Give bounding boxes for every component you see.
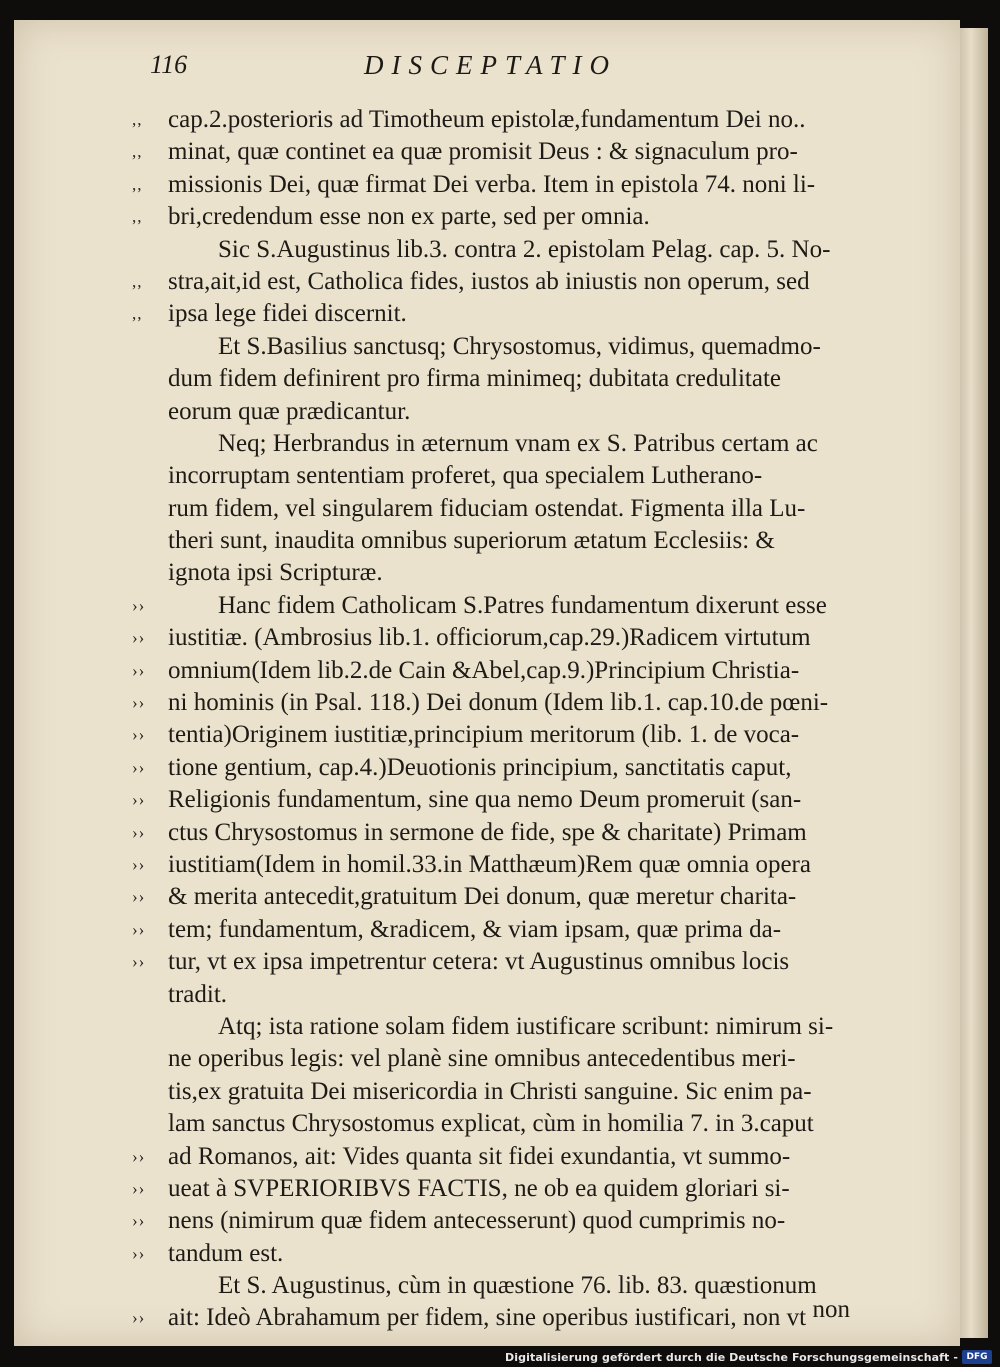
page-number: 116 — [150, 50, 188, 79]
text-line — [132, 493, 912, 525]
line-text: Sic S.Augustinus lib.3. contra 2. epistolam Pelag. cap. 5. No- — [218, 235, 831, 263]
line-text: lam sanctus Chrysostomus explicat, cùm in homilia 7. in 3.caput — [168, 1110, 814, 1138]
text-line — [132, 1011, 912, 1043]
text-line — [132, 817, 912, 849]
line-text: Hanc fidem Catholicam S.Patres fundamentum dixerunt esse — [218, 591, 827, 619]
line-text: ueat à SVPERIORIBVS FACTIS, ne ob ea quidem gloriari si- — [168, 1174, 790, 1202]
quotation-mark: ,, — [132, 271, 143, 291]
text-line — [132, 1238, 912, 1270]
line-text: Et S.Basilius sanctusq; Chrysostomus, vidimus, quemadmo- — [218, 332, 821, 360]
body-text — [132, 104, 912, 1335]
text-line — [132, 1043, 912, 1075]
quotation-mark: ›› — [132, 693, 146, 713]
line-text: tradit. — [168, 980, 228, 1008]
line-text: missionis Dei, quæ firmat Dei verba. Item in epistola 74. noni li- — [168, 170, 816, 198]
text-line — [132, 460, 912, 492]
text-line — [132, 331, 912, 363]
line-text: omnium(Idem lib.2.de Cain &Abel,cap.9.)Principium Christia- — [168, 656, 800, 684]
quotation-mark: ›› — [132, 790, 146, 810]
text-line — [132, 590, 912, 622]
line-text: theri sunt, inaudita omnibus superiorum ætatum Ecclesiis: & — [168, 527, 775, 555]
digitization-credit: Digitalisierung gefördert durch die Deutsche Forschungsgemeinschaft - — [505, 1351, 958, 1364]
quotation-mark: ›› — [132, 725, 146, 745]
quotation-mark: ›› — [132, 822, 146, 842]
catchword: non — [812, 1296, 850, 1323]
line-text: tis,ex gratuita Dei misericordia in Christi sanguine. Sic enim pa- — [168, 1077, 812, 1105]
line-text: tur, vt ex ipsa impetrentur cetera: vt Augustinus omnibus locis — [168, 948, 790, 976]
text-line — [132, 784, 912, 816]
line-text: tandum est. — [168, 1239, 284, 1267]
line-text: incorruptam sententiam proferet, qua specialem Lutherano- — [168, 462, 763, 490]
quotation-mark: ›› — [132, 1146, 146, 1166]
line-text: eorum quæ prædicantur. — [168, 397, 411, 425]
line-text: minat, quæ continet ea quæ promisit Deus : & signaculum pro- — [168, 138, 798, 166]
line-text: stra,ait,id est, Catholica fides, iustos ab iniustis non operum, sed — [168, 267, 810, 295]
text-line — [132, 557, 912, 589]
text-line — [132, 234, 912, 266]
text-line — [132, 1076, 912, 1108]
text-line — [132, 622, 912, 654]
page-header — [150, 50, 910, 90]
text-line — [132, 752, 912, 784]
line-text: iustitiam(Idem in homil.33.in Matthæum)Rem quæ omnia opera — [168, 850, 811, 878]
page-edge — [960, 28, 988, 1338]
footer-bar — [0, 1346, 1000, 1367]
text-line — [132, 169, 912, 201]
line-text: cap.2.posterioris ad Timotheum epistolæ,fundamentum Dei no.. — [168, 106, 806, 133]
quotation-mark: ,, — [132, 110, 143, 129]
line-text: Neq; Herbrandus in æternum vnam ex S. Patribus certam ac — [218, 429, 818, 457]
quotation-mark: ,, — [132, 142, 143, 162]
book-page — [14, 20, 960, 1346]
quotation-mark: ›› — [132, 1178, 146, 1198]
quotation-mark: ›› — [132, 854, 146, 874]
line-text: bri,credendum esse non ex parte, sed per omnia. — [168, 203, 650, 231]
line-text: tem; fundamentum, &radicem, & viam ipsam, quæ prima da- — [168, 915, 782, 943]
line-text: ignota ipsi Scripturæ. — [168, 559, 383, 587]
line-text: tione gentium, cap.4.)Deuotionis principium, sanctitatis caput, — [168, 753, 792, 781]
text-line — [132, 1173, 912, 1205]
text-line — [132, 881, 912, 913]
text-line — [132, 719, 912, 751]
text-line — [132, 1270, 912, 1302]
text-line — [132, 363, 912, 395]
line-text: nens (nimirum quæ fidem antecesserunt) quod cumprimis no- — [168, 1207, 786, 1235]
line-text: iustitiæ. (Ambrosius lib.1. officiorum,cap.29.)Radicem virtutum — [168, 624, 811, 652]
quotation-mark: ›› — [132, 1308, 146, 1328]
quotation-mark: ›› — [132, 887, 146, 907]
text-line — [132, 979, 912, 1011]
quotation-mark: ,, — [132, 304, 143, 324]
quotation-mark: ,, — [132, 174, 143, 194]
line-text: Religionis fundamentum, sine qua nemo Deum promeruit (san- — [168, 786, 802, 814]
quotation-mark: ›› — [132, 628, 146, 648]
text-line — [132, 687, 912, 719]
quotation-mark: ›› — [132, 1243, 146, 1263]
quotation-mark: ›› — [132, 1211, 146, 1231]
text-line — [132, 1302, 912, 1334]
text-line — [132, 1141, 912, 1173]
text-line — [132, 298, 912, 330]
quotation-mark: ›› — [132, 660, 146, 680]
quotation-mark: ›› — [132, 952, 146, 972]
text-line — [132, 266, 912, 298]
line-text: Et S. Augustinus, cùm in quæstione 76. lib. 83. quæstionum — [218, 1272, 817, 1300]
text-line — [132, 136, 912, 168]
line-text: ad Romanos, ait: Vides quanta sit fidei exundantia, vt summo- — [168, 1142, 791, 1170]
text-line — [132, 946, 912, 978]
text-line — [132, 1108, 912, 1140]
line-text: ipsa lege fidei discernit. — [168, 300, 407, 328]
text-line — [132, 849, 912, 881]
line-text: ni hominis (in Psal. 118.) Dei donum (Idem lib.1. cap.10.de pœni- — [168, 689, 829, 717]
line-text: Atq; ista ratione solam fidem iustificare scribunt: nimirum si- — [218, 1012, 834, 1040]
text-line — [132, 396, 912, 428]
quotation-mark: ›› — [132, 919, 146, 939]
text-line — [132, 525, 912, 557]
running-title: DISCEPTATIO — [364, 50, 617, 80]
line-text: ne operibus legis: vel planè sine omnibus antecedentibus meri- — [168, 1045, 796, 1073]
line-text: tentia)Originem iustitiæ,principium meritorum (lib. 1. de voca- — [168, 721, 800, 749]
text-line — [132, 201, 912, 233]
line-text: rum fidem, vel singularem fiduciam ostendat. Figmenta illa Lu- — [168, 494, 806, 522]
line-text: & merita antecedit,gratuitum Dei donum, quæ meretur charita- — [168, 883, 797, 911]
dfg-logo: DFG — [962, 1350, 992, 1364]
quotation-mark: ›› — [132, 757, 146, 777]
quotation-mark: ,, — [132, 207, 143, 227]
text-line — [132, 914, 912, 946]
line-text: ait: Ideò Abrahamum per fidem, sine operibus iustificari, non vt — [168, 1304, 807, 1332]
line-text: ctus Chrysostomus in sermone de fide, spe & charitate) Primam — [168, 818, 807, 846]
quotation-mark: ›› — [132, 595, 146, 615]
text-line — [132, 428, 912, 460]
line-text: dum fidem definirent pro firma minimeq; dubitata credulitate — [168, 365, 782, 393]
text-line — [132, 104, 912, 136]
text-line — [132, 1205, 912, 1237]
text-line — [132, 655, 912, 687]
